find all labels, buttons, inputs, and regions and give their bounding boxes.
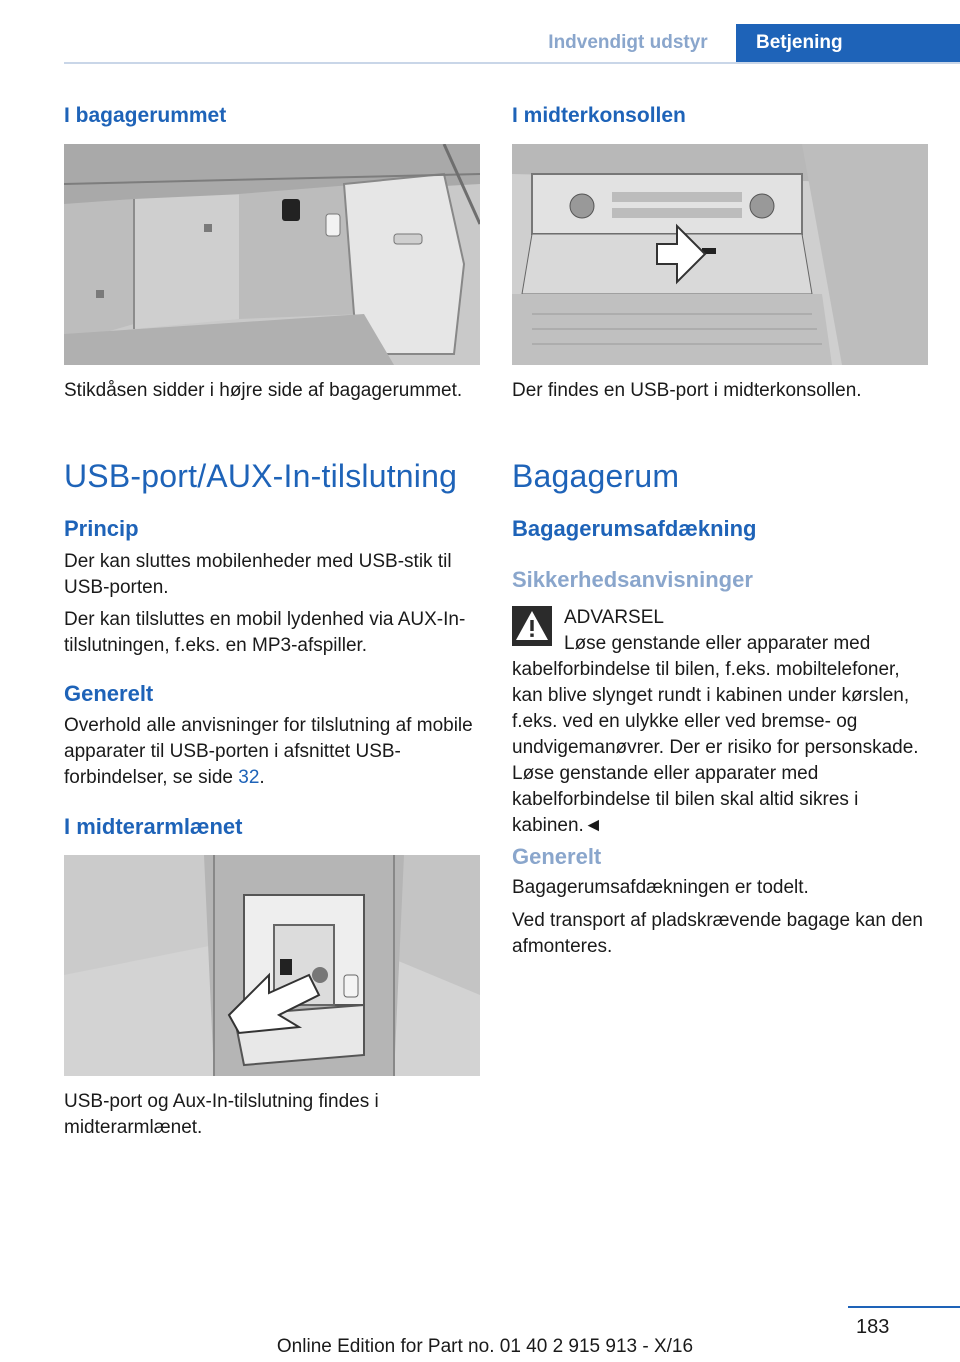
luggage-heading: Bagagerum <box>512 458 680 494</box>
header-rule <box>64 62 960 64</box>
armrest-caption: USB-port og Aux-In-tilslutning findes i midterarmlænet. <box>64 1091 379 1138</box>
cover-heading: Bagagerumsafdækning <box>512 516 757 541</box>
footer-rule <box>848 1306 960 1308</box>
console-heading: I midterkonsollen <box>512 104 686 127</box>
principle-paragraph-2: Der kan tilsluttes en mobil lydenhed via AUX-In-tilslutningen, f.eks. en MP3-afspiller. <box>64 609 466 656</box>
general-heading-left: Generelt <box>64 681 154 706</box>
header-chapter-tab: Betjening <box>736 24 960 62</box>
general-paragraph-right-1: Bagagerumsafdækningen er todelt. <box>512 877 809 898</box>
page-number: 183 <box>856 1316 890 1338</box>
warning-title: ADVARSEL <box>564 607 664 628</box>
armrest-heading: I midterarmlænet <box>64 814 243 839</box>
principle-paragraph-1: Der kan sluttes mobilenheder med USB-stik til USB-porten. <box>64 551 452 598</box>
general-paragraph-right-2: Ved transport af pladskrævende bagage kan den afmonteres. <box>512 910 923 957</box>
trunk-caption: Stikdåsen sidder i højre side af bagagerummet. <box>64 380 463 401</box>
general-paragraph-text: Overhold alle anvisninger for tilslutning af mobile apparater til USB-porten i afsnittet USB-forbindelser, se side <box>64 715 473 788</box>
general-paragraph-end: . <box>259 767 265 788</box>
page-link-32[interactable]: 32 <box>238 767 260 788</box>
usb-aux-heading: USB-port/AUX-In-tilslutning <box>64 458 458 494</box>
header-section-title: Indvendigt udstyr <box>548 32 708 53</box>
general-heading-right: Generelt <box>512 844 602 869</box>
console-usb-image <box>512 144 928 365</box>
console-caption: Der findes en USB-port i midterkonsollen. <box>512 380 862 401</box>
trunk-heading: I bagagerummet <box>64 104 227 127</box>
trunk-socket-image <box>64 144 480 365</box>
safety-heading: Sikkerhedsanvisninger <box>512 567 753 592</box>
edition-footer: Online Edition for Part no. 01 40 2 915 913 - X/16 <box>276 1336 694 1357</box>
general-paragraph-left <box>64 713 480 791</box>
armrest-usb-image <box>64 855 480 1076</box>
warning-text: Løse genstande eller apparater med kabelforbindelse til bilen, f.eks. mobiltelefoner, kan blive slynget rundt i kabinen under kørslen, f.eks. ved en ulykke eller ved bremse- og undvigemanøvrer. Der er risiko for personskade. Løse genstande eller apparater med kabelforbindelse til bilen skal altid sikres i kabinen.◄ <box>512 633 919 836</box>
principle-heading: Princip <box>64 516 139 541</box>
